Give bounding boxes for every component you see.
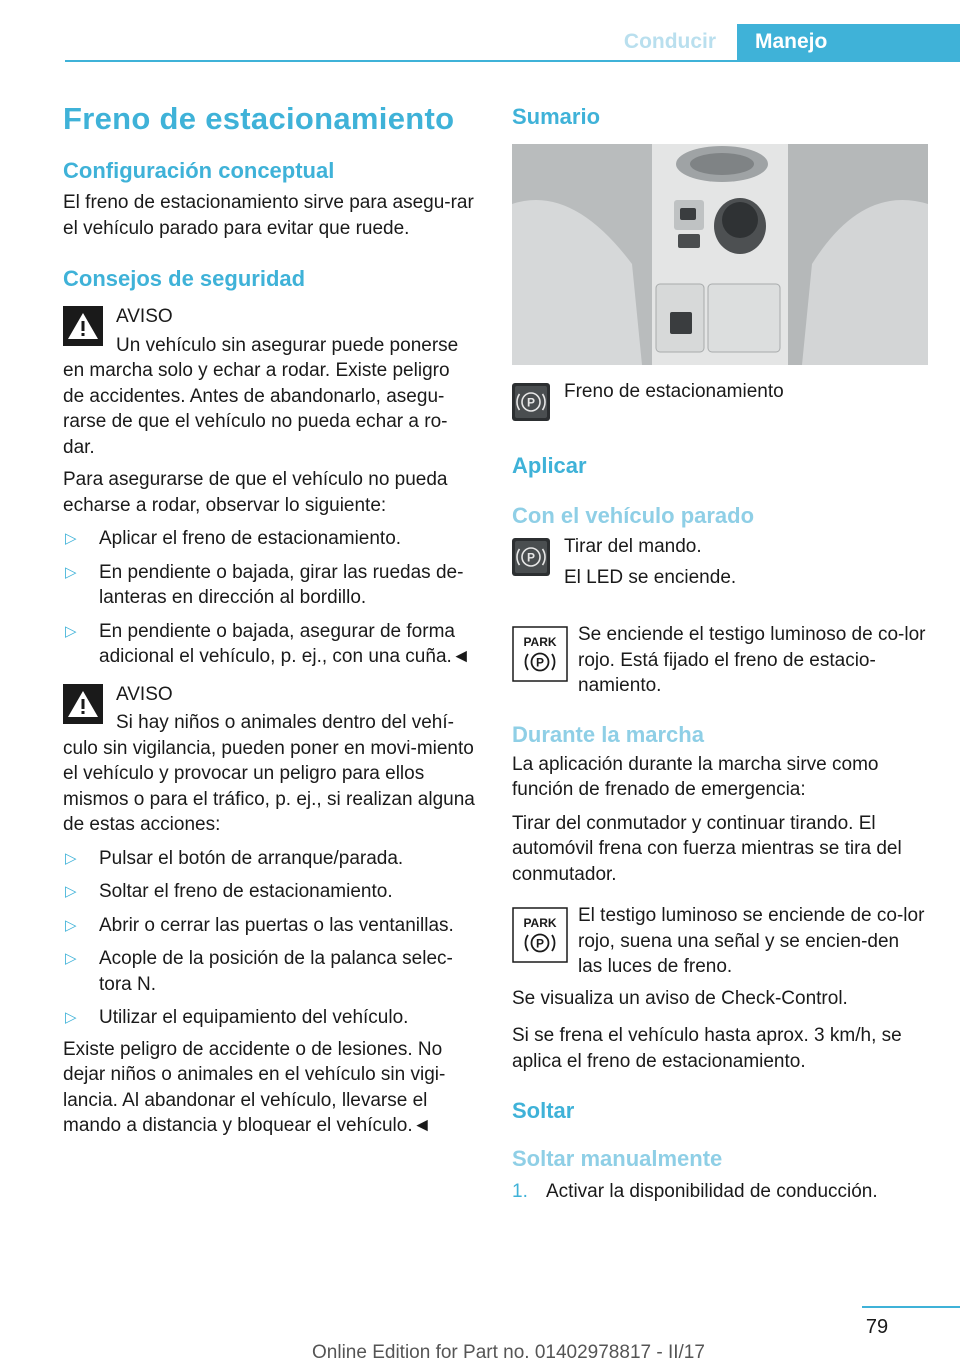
step-text: Activar la disponibilidad de conducción. (546, 1181, 878, 1202)
warning-triangle-icon (63, 684, 103, 724)
page-title: Freno de estacionamiento (63, 101, 455, 136)
header-rule (65, 60, 960, 62)
step-number: 1. (512, 1181, 528, 1202)
bullet-icon: ▷ (65, 1009, 77, 1026)
sumario-caption-row (512, 379, 928, 445)
bullet-icon: ▷ (65, 950, 77, 967)
warning-text-first-2: Si hay niños o animales dentro del vehí- (116, 712, 454, 733)
safety-heading: Consejos de seguridad (63, 266, 306, 291)
bullet-icon: ▷ (65, 883, 77, 900)
parking-brake-button-icon (512, 383, 550, 421)
soltar-heading: Soltar (512, 1098, 575, 1123)
bullet-icon: ▷ (65, 916, 77, 934)
warning-label-2: AVISO (116, 683, 173, 705)
footer-rule (862, 1306, 960, 1308)
step-list-item (512, 1179, 928, 1205)
park-indicator-row-2 (512, 903, 928, 980)
checkcontrol-text: Se visualiza un aviso de Check-Control. (512, 987, 848, 1009)
warning-text-first-1: Un vehículo sin asegurar puede ponerse (116, 334, 459, 356)
marcha-text-1: La aplicación durante la marcha sirve como función de frenado de emergencia: (512, 753, 879, 800)
warning-block-2 (63, 682, 475, 838)
svg-text:PARK: PARK (523, 916, 557, 930)
page-number: 79 (865, 1316, 889, 1338)
list-item: ▷ Acople de la posición de la palanca selec-tora N. (65, 948, 453, 995)
warning-text-rest-1: en marcha solo y echar a rodar. Existe peligro de accidentes. Antes de abandonarlo, asegu-rarse de que el vehículo no pueda echar a ro-dar. (63, 360, 450, 458)
warning-label-1: AVISO (116, 306, 173, 327)
marcha-text-2: Tirar del conmutador y continuar tirando. El automóvil frena con fuerza mientras se tira del conmutador. (512, 812, 902, 885)
park-indicator-icon (512, 907, 568, 963)
svg-text:P: P (526, 395, 536, 410)
parado-step-1: Tirar del mando. (564, 536, 702, 557)
concept-heading: Configuración conceptual (63, 158, 335, 183)
svg-text:P: P (535, 655, 545, 670)
park-indicator-icon (512, 626, 568, 682)
left-column (63, 96, 475, 1139)
closing-warning-text: Existe peligro de accidente o de lesiones. No dejar niños o animales en el vehículo sin vigi-lancia. Al abandonar el vehículo, llevarse el mando a distancia y bloquear el vehículo.◄ (63, 1038, 446, 1136)
soltar-manual-heading: Soltar manualmente (512, 1146, 723, 1171)
warning-triangle-icon (63, 306, 103, 346)
list-item: ▷ Aplicar el freno de estacionamiento. (63, 526, 475, 552)
sumario-caption: Freno de estacionamiento (564, 381, 784, 402)
parking-brake-button-icon (512, 538, 550, 576)
list-item: ▷ En pendiente o bajada, asegurar de forma adicional el vehículo, p. ej., con una cuña.◄ (65, 620, 471, 667)
parado-heading: Con el vehículo parado (512, 503, 755, 528)
warning-block-1 (63, 304, 475, 460)
parado-row (512, 534, 928, 600)
speed-text: Si se frena el vehículo hasta aprox. 3 km/h, se aplica el freno de estacionamiento. (512, 1025, 902, 1072)
list-item: ▷ Abrir o cerrar las puertas o las ventanillas. (63, 913, 475, 939)
bullet-icon: ▷ (65, 849, 77, 867)
list-item: ▷ Soltar el freno de estacionamiento. (63, 879, 475, 905)
concept-text: El freno de estacionamiento sirve para asegu-rar el vehículo parado para evitar que ruede. (63, 192, 474, 239)
parado-step-2: El LED se enciende. (564, 566, 737, 588)
edition-note: Online Edition for Part no. 01402978817 - II/17 (312, 1342, 705, 1363)
header-chapter-tab: Manejo (737, 24, 960, 60)
precaution-list (63, 526, 475, 670)
park-indicator-text-1: Se enciende el testigo luminoso de co-lor rojo. Está fijado el freno de estacio-namiento. (578, 624, 926, 696)
bullet-icon: ▷ (65, 530, 77, 547)
list-item: ▷ Utilizar el equipamiento del vehículo. (63, 1005, 475, 1031)
svg-text:P: P (526, 550, 536, 565)
center-console-photo (512, 144, 928, 365)
park-indicator-row-1 (512, 622, 928, 699)
bullet-icon: ▷ (65, 622, 77, 640)
park-indicator-text-2: El testigo luminoso se enciende de co-lor rojo, suena una señal y se encien-den las luces de freno. (578, 905, 925, 977)
marcha-heading: Durante la marcha (512, 721, 704, 747)
warning-text-rest-2: culo sin vigilancia, pueden poner en movi-miento el vehículo y provocar un peligro para ellos mismos o para el tráfico, p. ej., si realizan alguna de estas acciones: (63, 737, 475, 835)
list-item: ▷ En pendiente o bajada, girar las ruedas de-lanteras en dirección al bordillo. (65, 561, 464, 608)
list-item: ▷ Pulsar el botón de arranque/parada. (63, 846, 475, 872)
svg-text:PARK: PARK (523, 635, 557, 649)
bullet-icon: ▷ (65, 563, 77, 581)
precaution-intro: Para asegurarse de que el vehículo no pueda echarse a rodar, observar lo siguiente: (63, 469, 448, 516)
sumario-heading: Sumario (512, 104, 601, 129)
svg-text:P: P (535, 936, 545, 951)
risk-actions-list (63, 846, 475, 1031)
right-column (512, 96, 928, 1205)
aplicar-heading: Aplicar (512, 453, 587, 478)
header-section-tab: Conducir (623, 30, 717, 53)
